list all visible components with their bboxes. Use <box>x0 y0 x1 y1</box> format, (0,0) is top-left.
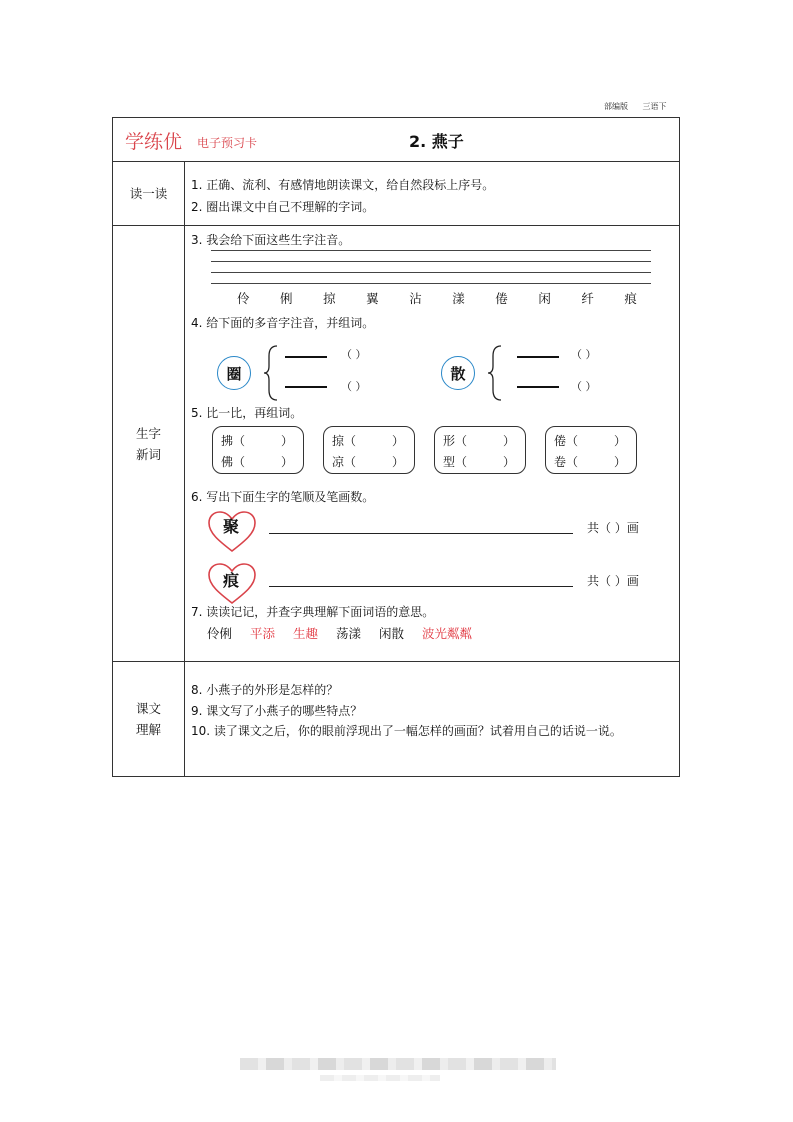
brace-icon <box>263 344 279 402</box>
stroke-count-2[interactable]: 共（ ）画 <box>587 574 639 588</box>
stroke-char-1: 聚 <box>223 517 240 536</box>
compare-char-bottom: 佛（ <box>221 455 246 469</box>
word-list <box>207 624 486 642</box>
question-7: 7. 读读记记，并查字典理解下面词语的意思。 <box>191 605 435 619</box>
question-1: 1. 正确、流利、有感情地朗读课文，给自然段标上序号。 <box>191 178 495 192</box>
section-understand <box>113 662 679 776</box>
char: 沾 <box>409 291 422 306</box>
preview-card <box>112 117 680 777</box>
question-3: 3. 我会给下面这些生字注音。 <box>191 233 351 247</box>
pinyin-paren-1b[interactable]: （ ） <box>341 380 367 393</box>
compare-box-2[interactable]: 掠（ 凉（ ） ） <box>323 426 415 474</box>
compare-box-3[interactable]: 形（ 型（ ） ） <box>434 426 526 474</box>
brace-icon <box>487 344 503 402</box>
pinyin-paren-2b[interactable]: （ ） <box>571 380 597 393</box>
stroke-order-line-2[interactable] <box>269 586 573 587</box>
compare-char-bottom: 凉（ <box>332 455 357 469</box>
char: 掠 <box>323 291 336 306</box>
polyphone-circle-1: 圈 <box>217 356 251 390</box>
blank-word-2a[interactable] <box>517 356 559 358</box>
word-item: 伶俐 <box>207 626 233 641</box>
stroke-count-1[interactable]: 共（ ）画 <box>587 521 639 535</box>
question-6: 6. 写出下面生字的笔顺及笔画数。 <box>191 490 375 504</box>
brand-subtitle: 电子预习卡 <box>197 136 258 150</box>
word-item: 荡漾 <box>336 626 362 641</box>
compare-char-top: 掠（ <box>332 434 357 448</box>
char: 伶 <box>237 291 250 306</box>
section-label-vocab <box>113 226 185 661</box>
blank-word-2b[interactable] <box>517 386 559 388</box>
compare-char-top: 形（ <box>443 434 468 448</box>
compare-char-top: 倦（ <box>554 434 579 448</box>
char: 纤 <box>581 291 594 306</box>
compare-box-1[interactable]: 拂（ 佛（ ） ） <box>212 426 304 474</box>
stroke-order-line-1[interactable] <box>269 533 573 534</box>
brand-logo-text: 学练优 <box>125 131 183 153</box>
word-item-highlight: 平添 <box>250 626 276 641</box>
compare-char-top: 拂（ <box>221 434 246 448</box>
section-read <box>113 161 679 226</box>
question-5: 5. 比一比，再组词。 <box>191 406 303 420</box>
understand-label-line2: 理解 <box>135 722 161 737</box>
question-4: 4. 给下面的多音字注音，并组词。 <box>191 316 375 330</box>
question-9: 9. 课文写了小燕子的哪些特点？ <box>191 704 363 718</box>
char: 俐 <box>280 291 293 306</box>
question-8: 8. 小燕子的外形是怎样的？ <box>191 683 339 697</box>
edition-tag <box>604 101 679 112</box>
char: 倦 <box>495 291 508 306</box>
question-2: 2. 圈出课文中自己不理解的字词。 <box>191 200 375 214</box>
card-header <box>113 118 679 162</box>
polyphone-circle-2: 散 <box>441 356 475 390</box>
lesson-title: 2. 燕子 <box>409 132 464 151</box>
grade-label: 三语下 <box>642 102 667 111</box>
pinyin-writing-lines[interactable] <box>211 246 651 280</box>
blurred-footer-watermark <box>320 1075 440 1081</box>
question-10: 10. 读了课文之后，你的眼前浮现出了一幅怎样的画面？试着用自己的话说一说。 <box>191 724 622 738</box>
vocab-label-line1: 生字 <box>135 425 161 441</box>
compare-char-bottom: 卷（ <box>554 455 579 469</box>
vocab-label-line2: 新词 <box>135 446 161 462</box>
char: 漾 <box>452 291 465 306</box>
pinyin-paren-1a[interactable]: （ ） <box>341 348 367 361</box>
edition-label: 部编版 <box>604 102 628 111</box>
char: 翼 <box>366 291 379 306</box>
word-item-highlight: 波光粼粼 <box>422 626 473 641</box>
stroke-char-2: 痕 <box>223 571 240 590</box>
section-vocab <box>113 226 679 662</box>
section-label-read: 读一读 <box>113 161 185 225</box>
blank-word-1a[interactable] <box>285 356 327 358</box>
char: 痕 <box>624 291 637 306</box>
understand-label-line1: 课文 <box>135 701 161 716</box>
word-item: 闲散 <box>379 626 405 641</box>
word-item-highlight: 生趣 <box>293 626 319 641</box>
compare-char-bottom: 型（ <box>443 455 468 469</box>
section-label-understand <box>113 662 185 776</box>
compare-box-4[interactable]: 倦（ 卷（ ） ） <box>545 426 637 474</box>
char: 闲 <box>538 291 551 306</box>
pinyin-paren-2a[interactable]: （ ） <box>571 348 597 361</box>
blank-word-1b[interactable] <box>285 386 327 388</box>
new-characters-row <box>237 289 637 307</box>
blurred-footer-watermark <box>240 1058 556 1070</box>
